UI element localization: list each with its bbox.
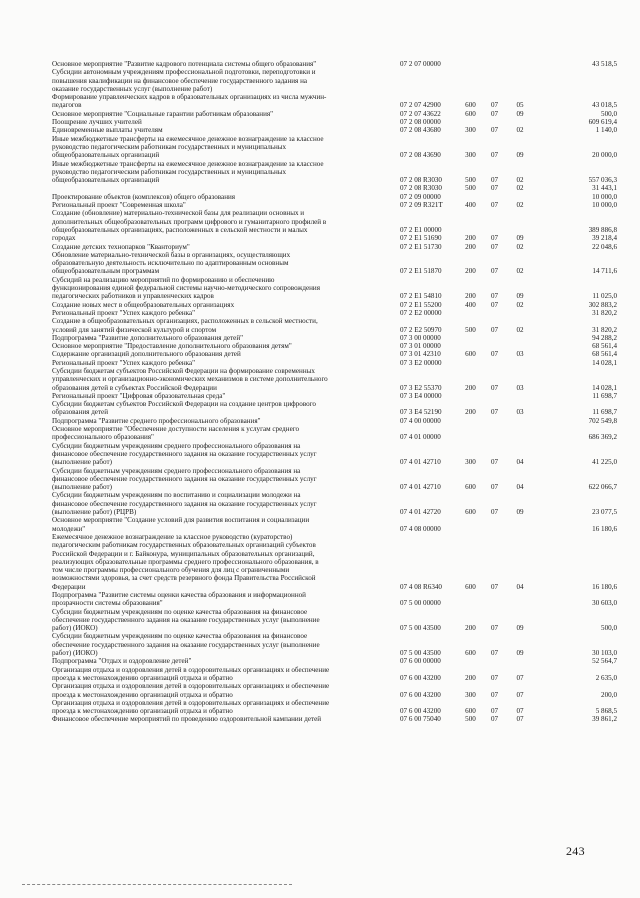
row-section: 07 <box>490 242 499 251</box>
row-description: Субсидии бюджетным учреждениям по воспитанию и социализации молодежи на финансовое обеспечение государственного задания на оказание государственных услуг (выполнение работ) (РЦРВ) <box>52 491 317 517</box>
row-section: 07 <box>490 267 499 276</box>
row-subsection: 09 <box>516 292 524 301</box>
row-subsection: 09 <box>516 508 524 517</box>
row-amount: 557 036,3 <box>588 176 617 185</box>
row-amount: 11 025,0 <box>592 292 617 301</box>
row-target-code: 07 4 01 42720 <box>400 508 441 517</box>
table-row <box>52 533 617 591</box>
row-target-code: 07 5 00 00000 <box>400 599 441 608</box>
row-expense-type: 200 <box>465 267 476 276</box>
row-subsection: 03 <box>516 408 524 417</box>
table-row <box>52 118 617 126</box>
row-amount: 41 225,0 <box>592 458 617 467</box>
row-target-code: 07 4 01 42710 <box>400 483 441 492</box>
row-target-code: 07 2 E1 00000 <box>400 225 442 234</box>
row-expense-type: 400 <box>465 300 476 309</box>
row-expense-type: 600 <box>465 707 476 716</box>
row-section: 07 <box>490 483 499 492</box>
row-target-code: 07 2 E2 00000 <box>400 308 442 317</box>
row-description: Обновление материально-технической базы в организациях, осуществляющих образовательную деятельность исключительно по адаптированным основным общеобразовательным программам <box>52 250 291 276</box>
table-row <box>52 234 617 242</box>
row-subsection: 02 <box>516 325 524 334</box>
row-target-code: 07 2 08 00000 <box>400 118 441 127</box>
row-target-code: 07 2 E1 51730 <box>400 242 442 251</box>
page-number: 243 <box>566 844 585 858</box>
row-target-code: 07 3 01 00000 <box>400 342 441 351</box>
row-target-code: 07 3 01 42310 <box>400 350 441 359</box>
row-section: 07 <box>490 383 499 392</box>
row-target-code: 07 4 01 42710 <box>400 458 441 467</box>
row-description: Единовременные выплаты учителям <box>52 126 163 135</box>
row-section: 07 <box>490 715 499 724</box>
row-subsection: 02 <box>516 201 524 210</box>
table-row <box>52 334 617 342</box>
row-subsection: 09 <box>516 624 524 633</box>
table-row <box>52 400 617 417</box>
row-target-code: 07 5 00 43500 <box>400 624 441 633</box>
row-target-code: 07 2 08 R3030 <box>400 184 442 193</box>
row-expense-type: 200 <box>465 242 476 251</box>
row-description: Основное мероприятие "Создание условий для развития воспитания и социализации молодежи" <box>52 516 310 533</box>
row-target-code: 07 2 08 43680 <box>400 126 441 135</box>
row-description: Региональный проект "Цифровая образовательная среда" <box>52 391 226 400</box>
row-description: Поощрение лучших учителей <box>52 118 142 127</box>
row-target-code: 07 2 09 R321T <box>400 201 443 210</box>
row-target-code: 07 2 07 00000 <box>400 60 441 68</box>
table-row <box>52 342 617 350</box>
row-description: Организация отдыха и оздоровления детей в оздоровительных организациях и обеспечение проезда к местонахождению организаций отдыха и обратно <box>52 682 330 699</box>
row-description: Субсидии бюджетным учреждениям среднего профессионального образования на финансовое обеспечение государственного задания на оказание государственных услуг (выполнение работ) <box>52 441 317 467</box>
row-description: Основное мероприятие "Предоставление дополнительного образования детям" <box>52 342 292 351</box>
row-amount: 16 180,6 <box>592 582 617 591</box>
table-row <box>52 682 617 699</box>
row-amount: 39 218,4 <box>592 234 617 243</box>
table-row <box>52 193 617 201</box>
row-amount: 43 018,5 <box>592 101 617 110</box>
row-description: Финансовое обеспечение мероприятий по проведению оздоровительной кампании детей <box>52 715 322 724</box>
row-target-code: 07 4 08 00000 <box>400 524 441 533</box>
row-description: Подпрограмма "Развитие среднего профессионального образования" <box>52 416 261 425</box>
row-expense-type: 600 <box>465 649 476 658</box>
row-section: 07 <box>490 707 499 716</box>
row-target-code: 07 2 07 42900 <box>400 101 441 110</box>
row-subsection: 04 <box>516 582 524 591</box>
row-target-code: 07 4 08 R6340 <box>400 582 442 591</box>
table-row <box>52 666 617 683</box>
row-subsection: 09 <box>516 109 524 118</box>
row-expense-type: 600 <box>465 483 476 492</box>
row-description: Иные межбюджетные трансферты на ежемесячное денежное вознаграждение за классное руководство педагогическим работникам государственных и муниципальных общеобразовательных организаций <box>52 134 324 160</box>
row-expense-type: 300 <box>465 690 476 699</box>
row-expense-type: 200 <box>465 292 476 301</box>
table-row <box>52 243 617 251</box>
row-amount: 2 635,0 <box>595 673 617 682</box>
table-row <box>52 491 617 516</box>
row-expense-type: 400 <box>465 201 476 210</box>
row-subsection: 02 <box>516 184 524 193</box>
table-row <box>52 657 617 665</box>
row-target-code: 07 2 09 00000 <box>400 192 441 201</box>
row-section: 07 <box>490 201 499 210</box>
row-amount: 622 066,7 <box>588 483 617 492</box>
row-target-code: 07 6 00 43200 <box>400 707 441 716</box>
row-expense-type: 300 <box>465 458 476 467</box>
table-row <box>52 126 617 134</box>
table-row <box>52 715 617 723</box>
row-expense-type: 600 <box>465 101 476 110</box>
row-section: 07 <box>490 350 499 359</box>
table-row <box>52 135 617 160</box>
row-amount: 302 883,2 <box>588 300 617 309</box>
table-row <box>52 309 617 317</box>
row-description: Подпрограмма "Отдых и оздоровление детей" <box>52 657 192 666</box>
row-description: Региональный проект "Современная школа" <box>52 201 186 210</box>
row-description: Субсидии бюджетным учреждениям по оценке качества образования на финансовое обеспечение государственного задания на оказание государственных услуг (выполнение работ) (ИОКО) <box>52 632 320 658</box>
budget-table <box>52 60 617 724</box>
row-target-code: 07 3 E2 55370 <box>400 383 442 392</box>
row-target-code: 07 3 E4 00000 <box>400 391 442 400</box>
row-target-code: 07 4 01 00000 <box>400 433 441 442</box>
row-amount: 702 549,8 <box>588 416 617 425</box>
table-row <box>52 93 617 110</box>
row-description: Подпрограмма "Развитие системы оценки качества образования и информационной прозрачности системы образования" <box>52 591 306 608</box>
row-description: Субсидии бюджетам субъектов Российской Федерации на формирование современных управленческих и организационно-экономических механизмов в системе дополнительного образования детей в субъектах Российской Федерации <box>52 366 328 392</box>
table-row <box>52 359 617 367</box>
row-section: 07 <box>490 508 499 517</box>
row-amount: 52 564,7 <box>592 657 617 666</box>
row-target-code: 07 3 00 00000 <box>400 333 441 342</box>
row-subsection: 04 <box>516 458 524 467</box>
row-amount: 68 561,4 <box>592 342 617 351</box>
row-subsection: 02 <box>516 267 524 276</box>
row-amount: 30 103,0 <box>592 649 617 658</box>
row-description: Региональный проект "Успех каждого ребенка" <box>52 308 196 317</box>
row-section: 07 <box>490 325 499 334</box>
row-section: 07 <box>490 234 499 243</box>
row-expense-type: 200 <box>465 234 476 243</box>
row-expense-type: 200 <box>465 408 476 417</box>
table-row <box>52 699 617 716</box>
table-row <box>52 591 617 608</box>
row-amount: 11 698,7 <box>592 391 617 400</box>
row-expense-type: 500 <box>465 325 476 334</box>
row-description: Субсидии бюджетным учреждениям по оценке качества образования на финансовое обеспечение государственного задания на оказание государственных услуг (выполнение работ) (ИОКО) <box>52 607 320 633</box>
table-row <box>52 632 617 657</box>
row-expense-type: 300 <box>465 126 476 135</box>
row-description: Проектирование объектов (комплексов) общего образования <box>52 192 236 201</box>
row-description: Субсидии бюджетам субъектов Российской Федерации на создание центров цифрового образования детей <box>52 400 316 417</box>
row-amount: 11 698,7 <box>592 408 617 417</box>
row-amount: 10 000,0 <box>592 201 617 210</box>
row-section: 07 <box>490 624 499 633</box>
row-description: Региональный проект "Успех каждого ребенка" <box>52 358 196 367</box>
table-row <box>52 425 617 442</box>
row-amount: 609 619,4 <box>588 118 617 127</box>
row-subsection: 07 <box>516 707 524 716</box>
row-amount: 31 443,1 <box>592 184 617 193</box>
row-amount: 31 820,2 <box>592 308 617 317</box>
row-amount: 10 000,0 <box>592 192 617 201</box>
row-section: 07 <box>490 184 499 193</box>
row-description: Иные межбюджетные трансферты на ежемесячное денежное вознаграждение за классное руководство педагогическим работникам государственных и муниципальных общеобразовательных организаций <box>52 159 324 185</box>
row-subsection: 09 <box>516 151 524 160</box>
table-row <box>52 209 617 234</box>
table-row <box>52 467 617 492</box>
row-amount: 500,0 <box>601 109 617 118</box>
row-amount: 14 028,1 <box>592 358 617 367</box>
row-target-code: 07 2 E1 55200 <box>400 300 442 309</box>
row-amount: 16 180,6 <box>592 524 617 533</box>
row-section: 07 <box>490 649 499 658</box>
table-row <box>52 442 617 467</box>
table-row <box>52 184 617 192</box>
row-amount: 94 288,2 <box>592 333 617 342</box>
row-section: 07 <box>490 101 499 110</box>
table-row <box>52 251 617 276</box>
footnote-divider <box>22 884 292 885</box>
row-target-code: 07 3 E4 52190 <box>400 408 442 417</box>
row-amount: 31 820,2 <box>592 325 617 334</box>
row-section: 07 <box>490 126 499 135</box>
row-description: Создание в общеобразовательных организациях, расположенных в сельской местности, условий для занятий физической культурой и спортом <box>52 317 318 334</box>
row-section: 07 <box>490 673 499 682</box>
row-amount: 5 868,5 <box>595 707 617 716</box>
row-amount: 14 028,1 <box>592 383 617 392</box>
table-row <box>52 350 617 358</box>
row-description: Субсидии автономным учреждениям профессиональной подготовки, переподготовки и повышения квалификации на финансовое обеспечение государственного задания на оказание государственных услуг (выполнение работ) <box>52 68 316 93</box>
table-row <box>52 367 617 392</box>
row-amount: 20 000,0 <box>592 151 617 160</box>
row-target-code: 07 2 E1 51870 <box>400 267 442 276</box>
row-section: 07 <box>490 292 499 301</box>
row-amount: 39 861,2 <box>592 715 617 724</box>
row-description: Создание новых мест в общеобразовательных организациях <box>52 300 235 309</box>
table-row <box>52 276 617 301</box>
row-section: 07 <box>490 109 499 118</box>
row-description: Основное мероприятие "Развитие кадрового потенциала системы общего образования" <box>52 60 317 68</box>
table-row <box>52 608 617 633</box>
row-description: Ежемесячное денежное вознаграждение за классное руководство (кураторство) педагогическим работникам государственных образовательных организаций субъектов Российской Федерации и г. Байконура, муниципальных образовательных организаций, реализующих образовательные программы среднего профессионального образования, в том числе программы профессионального обучения для лиц с ограниченными возможностями здоровья, за счет средств резервного фонда Правительства Российской Федерации <box>52 532 319 591</box>
row-subsection: 04 <box>516 483 524 492</box>
table-row <box>52 392 617 400</box>
row-target-code: 07 2 08 43690 <box>400 151 441 160</box>
table-row <box>52 68 617 93</box>
row-section: 07 <box>490 408 499 417</box>
row-section: 07 <box>490 458 499 467</box>
row-target-code: 07 5 00 43500 <box>400 649 441 658</box>
row-target-code: 07 6 00 00000 <box>400 657 441 666</box>
row-target-code: 07 6 00 43200 <box>400 690 441 699</box>
row-amount: 14 711,6 <box>592 267 617 276</box>
row-subsection: 09 <box>516 234 524 243</box>
row-amount: 43 518,5 <box>592 60 617 68</box>
row-expense-type: 600 <box>465 350 476 359</box>
row-description: Создание (обновление) материально-технической базы для реализации основных и дополнительных общеобразовательных программ цифрового и гуманитарного профилей в общеобразовательных организациях, расположенных в сельской местности и малых <box>52 209 327 234</box>
row-section: 07 <box>490 690 499 699</box>
table-row <box>52 301 617 309</box>
table-row <box>52 201 617 209</box>
row-subsection: 02 <box>516 126 524 135</box>
row-subsection: 05 <box>516 101 524 110</box>
row-target-code: 07 6 00 75040 <box>400 715 441 724</box>
row-expense-type: 600 <box>465 508 476 517</box>
table-row <box>52 516 617 533</box>
row-description: Основное мероприятие "Обеспечение доступности населения к услугам среднего профессионального образования" <box>52 425 299 442</box>
table-row <box>52 60 617 68</box>
row-target-code: 07 2 E1 51690 <box>400 234 442 243</box>
row-expense-type: 200 <box>465 624 476 633</box>
row-section: 07 <box>490 176 499 185</box>
row-amount: 200,0 <box>601 690 617 699</box>
row-amount: 686 369,2 <box>588 433 617 442</box>
row-section: 07 <box>490 582 499 591</box>
row-description: Организация отдыха и оздоровления детей в оздоровительных организациях и обеспечение проезда к местонахождению организаций отдыха и обратно <box>52 698 330 716</box>
row-expense-type: 600 <box>465 582 476 591</box>
table-row <box>52 317 617 334</box>
row-subsection: 07 <box>516 690 524 699</box>
row-amount: 1 140,0 <box>595 126 617 135</box>
row-target-code: 07 6 00 43200 <box>400 673 441 682</box>
row-target-code: 07 2 08 R3030 <box>400 176 442 185</box>
row-expense-type: 500 <box>465 715 476 724</box>
row-amount: 23 077,5 <box>592 508 617 517</box>
row-subsection: 07 <box>516 673 524 682</box>
row-description: Субсидий на реализацию мероприятий по формированию и обеспечению функционирования единой федеральной системы научно-методического сопровождения педагогических работников и управленческих кадров <box>52 275 320 301</box>
row-description: Субсидии бюджетным учреждениям среднего профессионального образования на финансовое обеспечение государственного задания на оказание государственных услуг (выполнение работ) <box>52 466 317 492</box>
row-expense-type: 500 <box>465 176 476 185</box>
row-amount: 389 886,8 <box>588 225 617 234</box>
row-amount: 30 603,0 <box>592 599 617 608</box>
row-description: Создание детских технопарков "Кванториум" <box>52 242 190 251</box>
row-amount: 22 048,6 <box>592 242 617 251</box>
row-section: 07 <box>490 300 499 309</box>
row-expense-type: 600 <box>465 109 476 118</box>
row-expense-type: 200 <box>465 673 476 682</box>
row-subsection: 02 <box>516 176 524 185</box>
row-subsection: 02 <box>516 242 524 251</box>
row-amount: 68 561,4 <box>592 350 617 359</box>
row-subsection: 03 <box>516 350 524 359</box>
row-description: городах <box>52 234 76 243</box>
row-expense-type: 200 <box>465 383 476 392</box>
row-subsection: 03 <box>516 383 524 392</box>
row-subsection: 09 <box>516 649 524 658</box>
row-target-code: 07 3 E2 00000 <box>400 358 442 367</box>
row-section: 07 <box>490 151 499 160</box>
table-row <box>52 160 617 185</box>
table-row <box>52 417 617 425</box>
row-description: Формирование управленческих кадров в образовательных организациях из числа мужчин- педагогов <box>52 93 327 110</box>
row-expense-type: 500 <box>465 184 476 193</box>
row-target-code: 07 4 00 00000 <box>400 416 441 425</box>
row-subsection: 07 <box>516 715 524 724</box>
table-row <box>52 110 617 118</box>
row-description: Подпрограмма "Развитие дополнительного образования детей" <box>52 333 244 342</box>
row-target-code: 07 2 E1 54810 <box>400 292 442 301</box>
row-target-code: 07 2 07 43622 <box>400 109 441 118</box>
row-description: Содержание организаций дополнительного образования детей <box>52 350 241 359</box>
row-target-code: 07 2 E2 50970 <box>400 325 442 334</box>
row-description: Основное мероприятие "Социальные гарантии работникам образования" <box>52 109 274 118</box>
row-expense-type: 300 <box>465 151 476 160</box>
row-subsection: 02 <box>516 300 524 309</box>
row-amount: 500,0 <box>601 624 617 633</box>
row-description: Организация отдыха и оздоровления детей в оздоровительных организациях и обеспечение проезда к местонахождению организаций отдыха и обратно <box>52 665 330 682</box>
